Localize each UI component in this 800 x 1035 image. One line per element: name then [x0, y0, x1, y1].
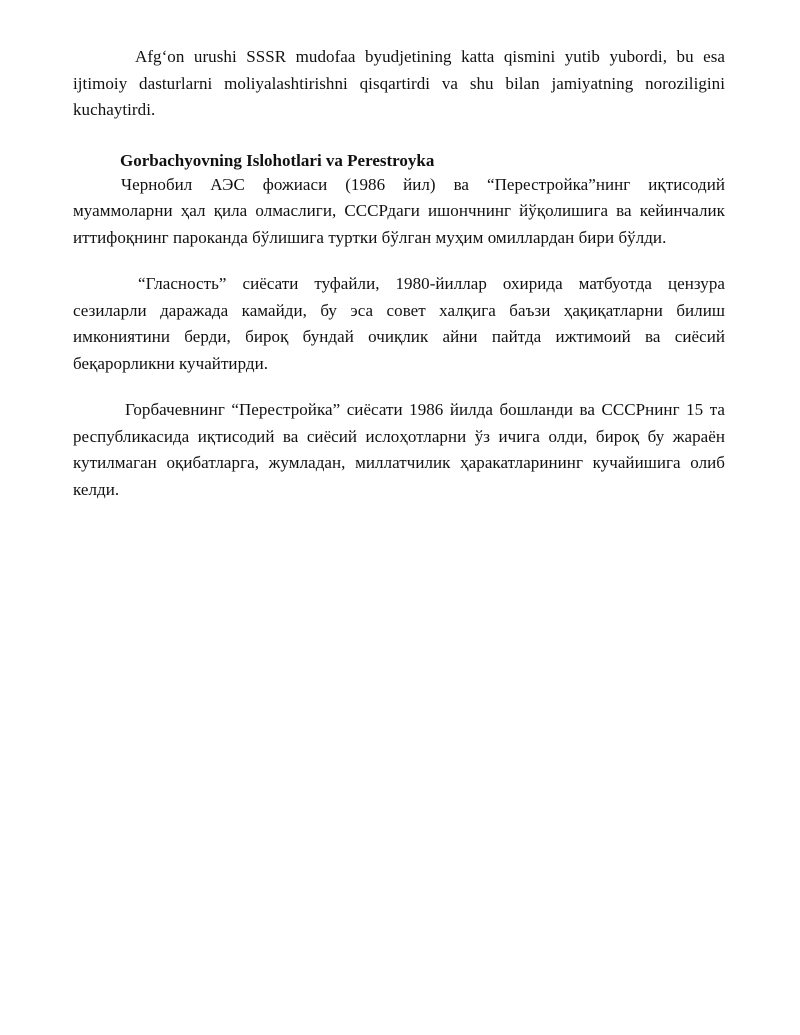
paragraph-chernobyl: Чернобил АЭС фожиаси (1986 йил) ва “Перестройка”нинг иқтисодий муаммоларни ҳал қила олмаслиги, СССРдаги ишончнинг йўқолишига ва кейинчалик иттифоқнинг пароканда бўлишига туртки бўлган муҳим омиллардан бири бўлди.	[73, 174, 725, 247]
paragraph-glasnost: “Гласность” сиёсати туфайли, 1980-йиллар охирида матбуотда цензура сезиларли даражада камайди, бу эса совет халқига баъзи ҳақиқатларни билиш имкониятини берди, бироқ бундай очиқлик айни пайтда ижтимоий ва сиёсий беқарорликни кучайтирди.	[73, 274, 725, 373]
paragraph-afghan-war: Afg‘on urushi SSSR mudofaa byudjetining katta qismini yutib yubordi, bu esa ijtimoiy dasturlarni moliyalashtirishni qisqartirdi va shu bilan jamiyatning noroziligini kuchaytirdi.	[73, 47, 725, 119]
section-heading: Gorbachyovning Islohotlari va Perestroyka	[120, 150, 435, 170]
document-body	[73, 44, 725, 503]
paragraph-perestroika: Горбачевнинг “Перестройка” сиёсати 1986 йилда бошланди ва СССРнинг 15 та республикасида иқтисодий ва сиёсий ислоҳотларни ўз ичига олди, бироқ бу жараён кутилмаган оқибатларга, жумладан, миллатчилик ҳаракатларининг кучайишига олиб келди.	[73, 400, 725, 499]
